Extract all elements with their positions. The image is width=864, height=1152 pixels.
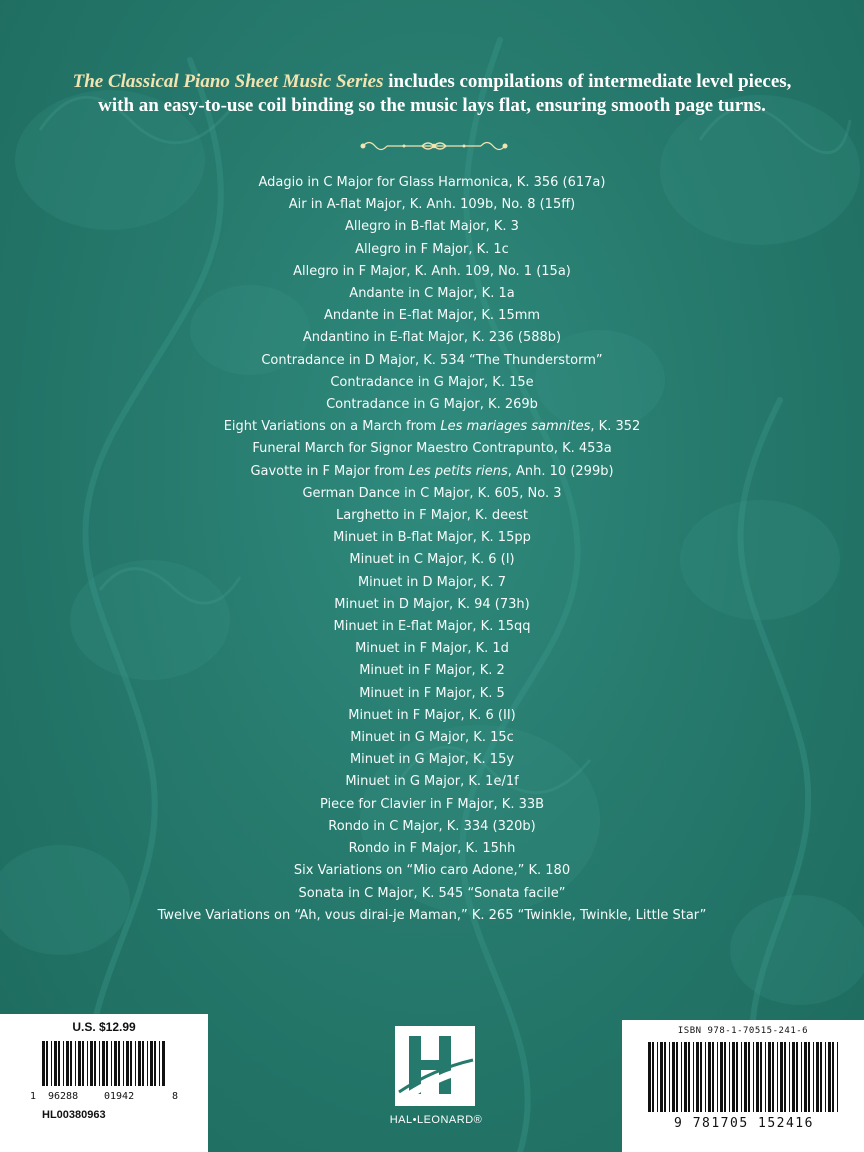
barcode-bar: [676, 1042, 678, 1112]
barcode-bar: [87, 1041, 88, 1086]
barcode-bar: [756, 1042, 759, 1112]
contents-item-text: , Anh. 10 (299b): [507, 463, 614, 479]
contents-item: [0, 461, 864, 483]
intro-line-2: with an easy-to-use coil binding so the music lays flat, ensuring smooth page turns.: [98, 95, 766, 116]
contents-item: Minuet in F Major, K. 6 (II): [348, 707, 516, 723]
barcode-bar: [162, 1041, 165, 1086]
item-number: HL00380963: [42, 1109, 106, 1121]
barcode-bar: [813, 1042, 814, 1112]
barcode-bar: [159, 1041, 160, 1086]
contents-item: Sonata in C Major, K. 545 “Sonata facile”: [298, 885, 566, 901]
contents-item: Six Variations on “Mio caro Adone,” K. 180: [293, 863, 571, 879]
barcode-bar: [688, 1042, 690, 1112]
intro-line-1: [0, 70, 864, 94]
contents-item: Rondo in C Major, K. 334 (320b): [328, 818, 536, 834]
contents-item: Minuet in C Major, K. 6 (I): [349, 552, 515, 568]
ean-barcode: [648, 1042, 838, 1112]
contents-item: Minuet in D Major, K. 7: [357, 574, 507, 590]
barcode-bar: [808, 1042, 810, 1112]
barcode-bar: [732, 1042, 735, 1112]
barcode-bar: [54, 1041, 57, 1086]
barcode-bar: [102, 1041, 105, 1086]
barcode-bar: [123, 1041, 124, 1086]
barcode-bar: [138, 1041, 141, 1086]
contents-item: Minuet in F Major, K. 2: [359, 663, 505, 679]
barcode-bar: [816, 1042, 819, 1112]
ean-digits: 9 781705 152416: [674, 1116, 814, 1131]
barcode-bar: [126, 1041, 129, 1086]
barcode-bar: [652, 1042, 654, 1112]
contents-item: Adagio in C Major for Glass Harmonica, K. 356 (617a): [258, 175, 606, 190]
barcode-bar: [118, 1041, 120, 1086]
contents-item-work-title: Les petits riens: [408, 463, 508, 479]
barcode-bar: [106, 1041, 108, 1086]
barcode-bar: [720, 1042, 723, 1112]
contents-item: Minuet in G Major, K. 15c: [350, 730, 514, 746]
intro-line-1-rest: includes compilations of intermediate level pieces,: [383, 71, 792, 92]
barcode-bar: [753, 1042, 754, 1112]
barcode-bar: [744, 1042, 747, 1112]
barcode-bar: [657, 1042, 658, 1112]
publisher-name-text: HAL•LEONARD: [389, 1114, 474, 1126]
barcode-bar: [66, 1041, 69, 1086]
contents-item: Twelve Variations on “Ah, vous dirai-je Maman,” K. 265 “Twinkle, Twinkle, Little Star”: [157, 907, 707, 923]
barcode-bar: [784, 1042, 786, 1112]
contents-item: Minuet in F Major, K. 5: [359, 685, 505, 701]
barcode-bar: [772, 1042, 774, 1112]
isbn-barcode-panel: [622, 1020, 864, 1152]
barcode-bar: [46, 1041, 48, 1086]
price-label: U.S. $12.99: [72, 1020, 136, 1034]
ornament-divider: [357, 136, 511, 156]
barcode-bar: [820, 1042, 822, 1112]
upc-digit-group: 96288: [48, 1091, 79, 1102]
contents-item: Andantino in E-flat Major, K. 236 (588b): [302, 330, 562, 346]
barcode-bar: [58, 1041, 60, 1086]
contents-item: Minuet in E-flat Major, K. 15qq: [333, 619, 531, 635]
barcode-bar: [804, 1042, 807, 1112]
contents-item: Rondo in F Major, K. 15hh: [348, 841, 516, 857]
barcode-bar: [777, 1042, 778, 1112]
barcode-bar: [729, 1042, 730, 1112]
barcode-bar: [768, 1042, 771, 1112]
barcode-bar: [792, 1042, 795, 1112]
barcode-bar: [741, 1042, 742, 1112]
publisher-logo: [353, 1022, 519, 1142]
series-title: The Classical Piano Sheet Music Series: [72, 71, 384, 92]
contents-item: Larghetto in F Major, K. deest: [336, 508, 528, 524]
contents-item: Contradance in G Major, K. 269b: [326, 397, 538, 413]
isbn-label: ISBN 978-1-70515-241-6: [677, 1026, 809, 1036]
barcode-bar: [825, 1042, 826, 1112]
barcode-bar: [724, 1042, 726, 1112]
contents-item: German Dance in C Major, K. 605, No. 3: [302, 485, 562, 501]
contents-item: Contradance in D Major, K. 534 “The Thunderstorm”: [261, 352, 603, 368]
barcode-bar: [154, 1041, 156, 1086]
upc-barcode: [42, 1041, 166, 1086]
barcode-bar: [114, 1041, 117, 1086]
contents-item: Piece for Clavier in F Major, K. 33B: [319, 796, 545, 812]
contents-item: [0, 416, 864, 438]
price-barcode-panel: [0, 1014, 208, 1152]
contents-item: Funeral March for Signor Maestro Contrapunto, K. 453a: [252, 441, 612, 457]
upc-digit-group: 1: [30, 1091, 37, 1102]
barcode-bar: [796, 1042, 798, 1112]
barcode-bar: [780, 1042, 783, 1112]
series-description: [0, 70, 864, 118]
upc-digit-group: 8: [172, 1091, 179, 1102]
contents-item: Andante in E-flat Major, K. 15mm: [323, 308, 541, 324]
barcode-bar: [672, 1042, 675, 1112]
barcode-bar: [142, 1041, 144, 1086]
barcode-bar: [660, 1042, 663, 1112]
barcode-bar: [42, 1041, 45, 1086]
contents-item-text: Gavotte in F Major from: [250, 463, 409, 479]
contents-item-text: , K. 352: [590, 419, 641, 435]
publisher-name: [353, 1114, 519, 1126]
contents-item: Air in A-flat Major, K. Anh. 109b, No. 8 (15ff): [288, 197, 576, 213]
barcode-bar: [63, 1041, 64, 1086]
barcode-bar: [82, 1041, 84, 1086]
barcode-bar: [150, 1041, 153, 1086]
barcode-bar: [99, 1041, 100, 1086]
barcode-bar: [789, 1042, 790, 1112]
barcode-bar: [147, 1041, 148, 1086]
barcode-bar: [712, 1042, 714, 1112]
barcode-bar: [90, 1041, 93, 1086]
contents-item: Minuet in D Major, K. 94 (73h): [334, 596, 530, 612]
registered-mark: ®: [473, 1114, 483, 1126]
barcode-bar: [717, 1042, 718, 1112]
barcode-bar: [684, 1042, 687, 1112]
contents-item: Contradance in G Major, K. 15e: [330, 374, 534, 390]
contents-item-text: Eight Variations on a March from: [223, 419, 441, 435]
barcode-bar: [94, 1041, 96, 1086]
barcode-bar: [681, 1042, 682, 1112]
barcode-bar: [648, 1042, 651, 1112]
contents-item-work-title: Les mariages samnites: [440, 419, 591, 435]
barcode-bar: [51, 1041, 52, 1086]
upc-digit-group: 01942: [104, 1091, 135, 1102]
barcode-bar: [669, 1042, 670, 1112]
contents-item: Andante in C Major, K. 1a: [349, 286, 515, 302]
barcode-bar: [75, 1041, 76, 1086]
barcode-bar: [801, 1042, 802, 1112]
contents-list: [0, 172, 864, 927]
barcode-bar: [664, 1042, 666, 1112]
barcode-bar: [130, 1041, 132, 1086]
barcode-bar: [705, 1042, 706, 1112]
barcode-bar: [765, 1042, 766, 1112]
barcode-bar: [736, 1042, 738, 1112]
barcode-bar: [78, 1041, 81, 1086]
barcode-bar: [135, 1041, 136, 1086]
contents-item: Minuet in B-flat Major, K. 15pp: [333, 530, 531, 546]
hal-leonard-logo-icon: [395, 1026, 475, 1106]
barcode-bar: [837, 1042, 838, 1112]
barcode-bar: [700, 1042, 702, 1112]
contents-item: Minuet in G Major, K. 15y: [349, 752, 515, 768]
upc-digits: [30, 1091, 180, 1105]
barcode-bar: [693, 1042, 694, 1112]
barcode-bar: [832, 1042, 834, 1112]
contents-item: Minuet in F Major, K. 1d: [355, 641, 509, 657]
barcode-bar: [748, 1042, 750, 1112]
contents-item: Allegro in F Major, K. Anh. 109, No. 1 (15a): [293, 263, 571, 279]
barcode-bar: [70, 1041, 72, 1086]
barcode-bar: [708, 1042, 711, 1112]
barcode-bar: [760, 1042, 762, 1112]
contents-item: Allegro in F Major, K. 1c: [355, 241, 509, 257]
contents-item: Minuet in G Major, K. 1e/1f: [345, 774, 519, 790]
contents-item: Allegro in B-flat Major, K. 3: [345, 219, 519, 235]
barcode-bar: [111, 1041, 112, 1086]
barcode-bar: [696, 1042, 699, 1112]
barcode-bar: [828, 1042, 831, 1112]
